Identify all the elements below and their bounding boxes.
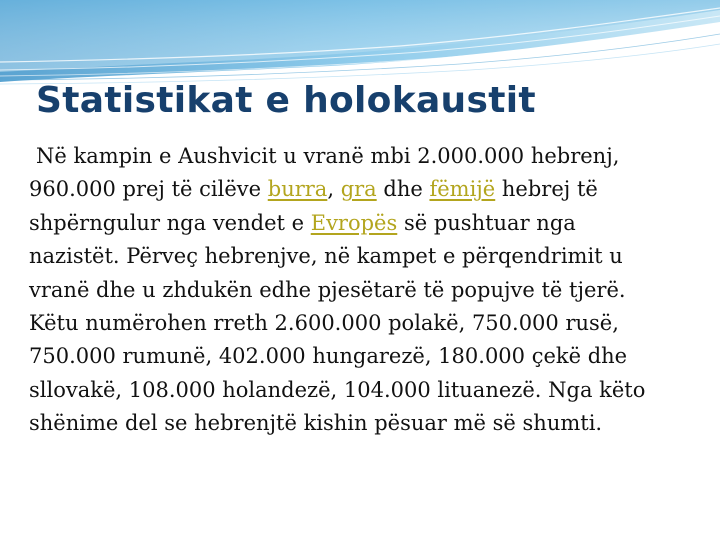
body-paragraph <box>29 140 719 441</box>
text-line-4: nazistët. Përveç hebrenjve, në kampet e përqendrimit u <box>29 244 623 269</box>
text-line-2 <box>29 173 719 206</box>
text-segment: , <box>327 177 341 202</box>
link-gra[interactable]: gra <box>340 177 377 202</box>
slide-title: Statistikat e holokaustit <box>36 80 536 121</box>
decorative-wave-header <box>0 0 720 90</box>
text-segment: hebrej të <box>495 177 598 202</box>
text-line-5: vranë dhe u zhdukën edhe pjesëtarë të popujve të tjerë. <box>29 277 626 302</box>
text-line-7: 750.000 rumunë, 402.000 hungarezë, 180.000 çekë dhe <box>29 344 628 369</box>
text-segment: 960.000 prej të cilëve <box>29 177 268 202</box>
text-line-6: Këtu numërohen rreth 2.600.000 polakë, 750.000 rusë, <box>29 311 619 336</box>
text-segment: shpërngulur nga vendet e <box>29 210 311 235</box>
text-segment: dhe <box>376 177 430 202</box>
wave-graphic <box>0 0 720 90</box>
text-line-8: sllovakë, 108.000 holandezë, 104.000 lituanezë. Nga këto <box>29 377 646 402</box>
link-burra[interactable]: burra <box>267 177 328 202</box>
text-line-9: shënime del se hebrenjtë kishin pësuar më së shumti. <box>29 411 603 436</box>
text-line-3 <box>29 207 719 240</box>
text-line-1: Në kampin e Aushvicit u vranë mbi 2.000.000 hebrenj, <box>36 144 620 168</box>
link-evropes[interactable]: Evropës <box>310 210 398 235</box>
text-segment: së pushtuar nga <box>397 210 576 235</box>
link-femije[interactable]: fëmijë <box>429 177 496 202</box>
